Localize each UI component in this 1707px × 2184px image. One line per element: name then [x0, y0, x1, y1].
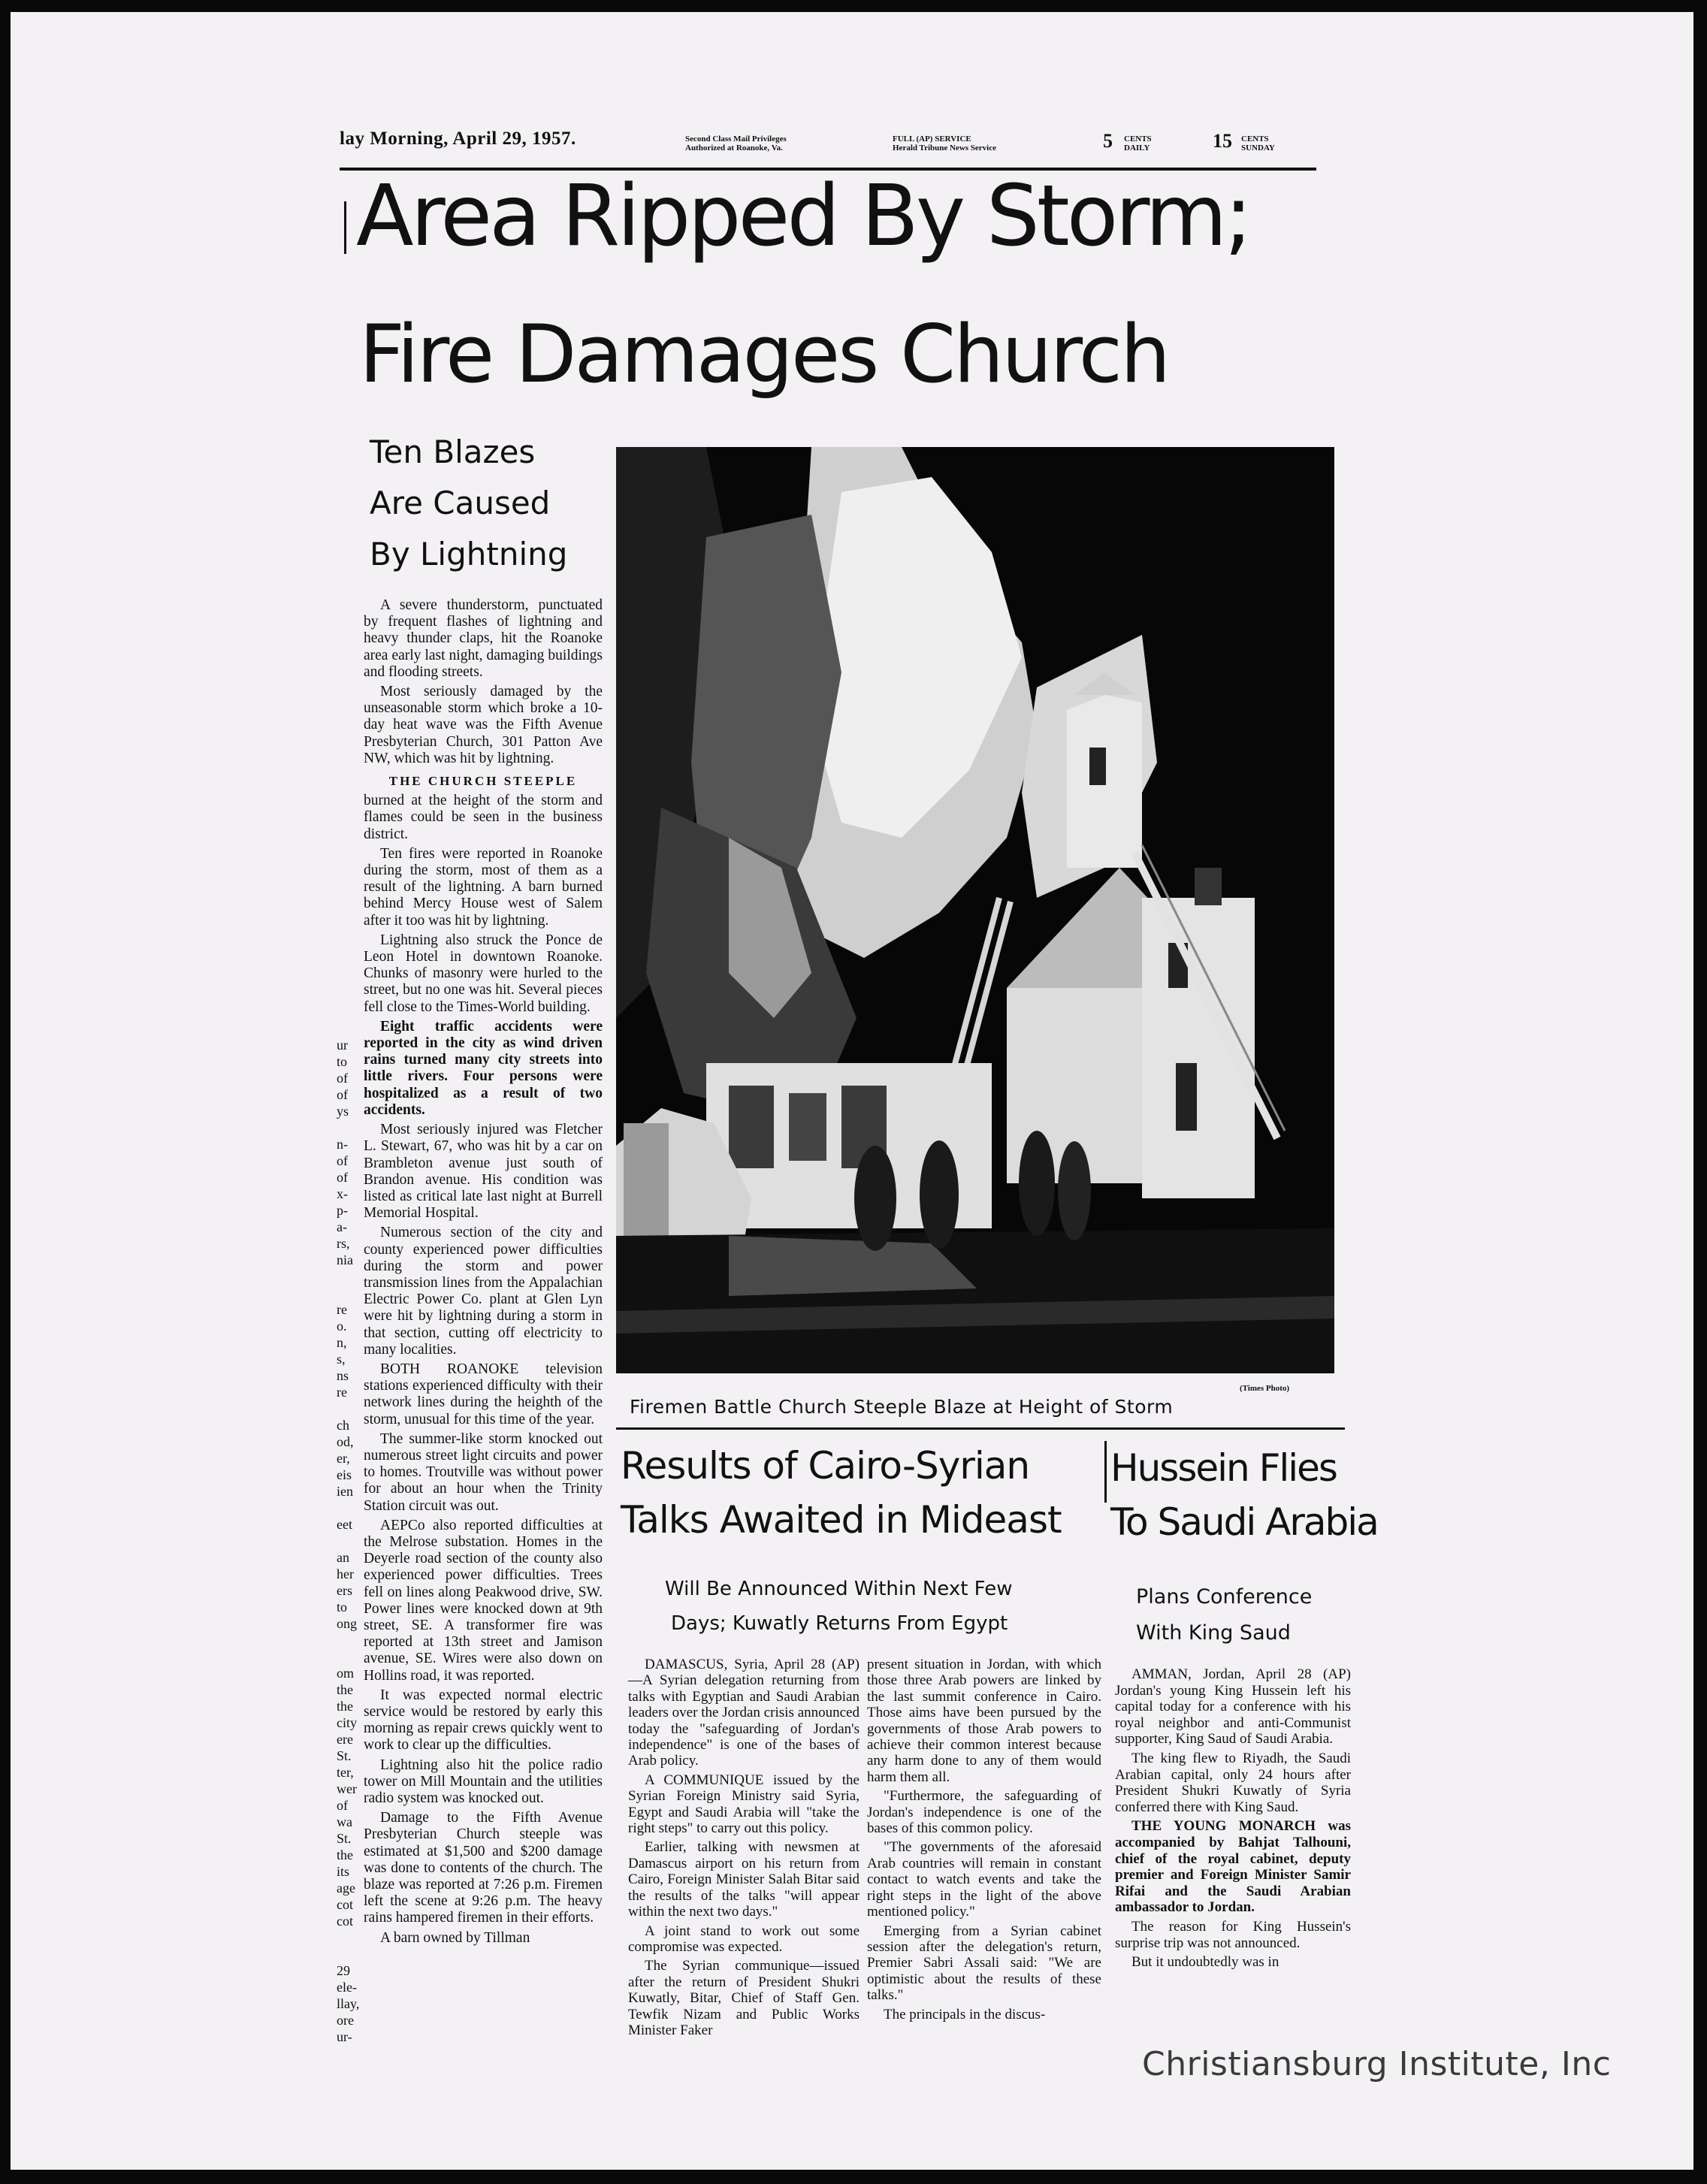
column-fragment: od, — [337, 1434, 354, 1449]
column-fragment: of — [337, 1153, 348, 1168]
column-fragment: eis — [337, 1467, 352, 1482]
hussein-deck: Plans Conference With King Saud — [1136, 1585, 1313, 1645]
storm-paragraph: Lightning also struck the Ponce de Leon Hotel in downtown Roanoke. Chunks of masonry were hurled to the street, but no one was hit. Several pieces fell close to the Times-World building. — [364, 932, 603, 1015]
daily-price-unit: CENTS DAILY — [1124, 134, 1152, 153]
column-fragment — [337, 1500, 362, 1516]
column-fragment: ong — [337, 1616, 357, 1631]
main-headline-line2: Fire Damages Church — [359, 308, 1169, 400]
hussein-paragraph: But it undoubtedly was in — [1131, 1954, 1279, 1971]
column-fragment: eet — [337, 1517, 352, 1532]
column-fragment: age — [337, 1880, 355, 1896]
column-fragment: the — [337, 1682, 353, 1697]
hussein-paragraph: The reason for King Hussein's surprise trip was not announced. — [1115, 1918, 1351, 1951]
column-fragment — [337, 1632, 362, 1648]
storm-subhead: THE CHURCH STEEPLE — [388, 774, 578, 789]
cairo-paragraph: Emerging from a Syrian cabinet session after the delegation's return, Premier Sabri Assali said: "We are optimistic about the results of these talks." — [867, 1923, 1101, 2004]
column-fragment: p- — [337, 1203, 348, 1218]
hussein-article-column — [1115, 1666, 1351, 1974]
column-fragment: nia — [337, 1252, 353, 1267]
postal-notice: Second Class Mail Privileges Authorized at Roanoke, Va. — [685, 134, 787, 153]
cairo-article-column-2 — [867, 1657, 1101, 2025]
cairo-headline: Results of Cairo-Syrian Talks Awaited in Mideast — [621, 1444, 1062, 1542]
column-fragment: ers — [337, 1583, 352, 1598]
storm-article-column — [364, 597, 603, 1950]
storm-paragraph: BOTH ROANOKE television stations experienced difficulty with their network lines during the heighth of the storm, unusual for this time of the year. — [364, 1361, 603, 1427]
section-rule — [616, 1427, 1345, 1430]
column-fragment: to — [337, 1599, 348, 1615]
storm-paragraph: burned at the height of the storm and flames could be seen in the business district. — [364, 793, 603, 842]
column-fragment: to — [337, 1054, 348, 1069]
church-fire-photo — [616, 447, 1334, 1373]
headline-rule — [344, 201, 346, 254]
column-fragment: ns — [337, 1368, 349, 1383]
adjacent-column-fragments — [337, 1037, 362, 2045]
column-fragment: 29 — [337, 1963, 350, 1978]
storm-paragraph: Most seriously injured was Fletcher L. Stewart, 67, who was hit by a car on Brambleton avenue just south of Brandon avenue. His condition was listed as critical late last night at Burrell Memorial Hospital. — [364, 1122, 603, 1222]
column-fragment — [337, 1285, 362, 1301]
photo-caption: Firemen Battle Church Steeple Blaze at Height of Storm — [630, 1396, 1174, 1418]
cairo-paragraph: "Furthermore, the safeguarding of Jordan's independence is one of the bases of this common policy. — [867, 1788, 1101, 1837]
cairo-paragraph: Earlier, talking with newsmen at Damascus airport on his return from Cairo, Foreign Minister Salah Bitar said the results of the talks "will appear within the next two days." — [628, 1839, 860, 1920]
column-fragment — [337, 1119, 362, 1136]
column-fragment: ur — [337, 1038, 348, 1053]
storm-paragraph: Ten fires were reported in Roanoke during the storm, most of them as a result of the lightning. A barn burned behind Mercy House west of Salem after it too was hit by lightning. — [364, 845, 603, 929]
column-fragment: city — [337, 1715, 357, 1730]
column-fragment: o. — [337, 1319, 347, 1334]
storm-paragraph: It was expected normal electric service would be restored by early this morning as repair crews quickly went to work to clear up the difficulties. — [364, 1687, 603, 1754]
cairo-article-column-1 — [628, 1657, 860, 2041]
column-fragment: llay, — [337, 1996, 360, 2011]
column-fragment: ch — [337, 1418, 349, 1433]
column-fragment: ele- — [337, 1980, 357, 1995]
cairo-paragraph: A COMMUNIQUE issued by the Syrian Foreign Ministry said Syria, Egypt and Saudi Arabia will "take the right steps" to carry out this policy. — [628, 1772, 860, 1837]
column-fragment: s, — [337, 1352, 346, 1367]
storm-paragraph: A barn owned by Tillman — [380, 1929, 530, 1946]
column-fragment: ter, — [337, 1765, 354, 1780]
storm-paragraph: Damage to the Fifth Avenue Presbyterian Church steeple was estimated at $1,500 and $200 damage was done to contents of the church. The blaze was reported at 7:26 p.m. Firemen left the scene at 9:26 p.m. The heavy rains hampered firemen in their efforts. — [364, 1810, 603, 1926]
cairo-paragraph: A joint stand to work out some compromise was expected. — [628, 1923, 860, 1955]
column-fragment: wa — [337, 1814, 352, 1829]
column-fragment: ur- — [337, 2029, 352, 2044]
storm-paragraph: Most seriously damaged by the unseasonable storm which broke a 10-day heat wave was the Fifth Avenue Presbyterian Church, 301 Patton Ave NW, which was hit by lightning. — [364, 684, 603, 766]
column-fragment: rs, — [337, 1236, 350, 1251]
column-fragment: ere — [337, 1732, 353, 1747]
column-fragment: of — [337, 1071, 348, 1086]
column-fragment — [337, 1400, 362, 1417]
column-fragment: the — [337, 1847, 353, 1862]
column-fragment: wer — [337, 1781, 357, 1796]
hussein-paragraph: The king flew to Riyadh, the Saudi Arabian capital, only 24 hours after President Shukri Kuwatly of Syria conferred there with King Saud. — [1115, 1750, 1351, 1815]
column-fragment: an — [337, 1550, 349, 1565]
cairo-paragraph: The Syrian communique—issued after the return of President Shukri Kuwatly, Bitar, Chief of Staff Gen. Tewfik Nizam and Public Works Minister Faker — [628, 1958, 860, 2038]
storm-paragraph: Numerous section of the city and county experienced power difficulties during the storm and power transmission lines from the Appalachian Electric Power Co. plant at Glen Lyn were hit by lightning during a storm in that section, cutting off electricity to many localities. — [364, 1225, 603, 1358]
column-fragment: a- — [337, 1219, 347, 1234]
column-fragment — [337, 1533, 362, 1549]
hussein-paragraph: AMMAN, Jordan, April 28 (AP) Jordan's young King Hussein left his capital today for a conference with his royal neighbor and anti-Communist supporter, King Saud of Saudi Arabia. — [1115, 1666, 1351, 1748]
cairo-paragraph: DAMASCUS, Syria, April 28 (AP)—A Syrian delegation returning from talks with Egyptian and Saudi Arabian leaders over the Jordan crisis announced today the "safeguarding of Jordan's independence" is one of the bases of Arab policy. — [628, 1657, 860, 1769]
storm-paragraph: The summer-like storm knocked out numerous street light circuits and power to homes. Troutville was without power for about an hour when the Trinity Station circuit was out. — [364, 1430, 603, 1514]
column-fragment: its — [337, 1864, 350, 1879]
column-fragment — [337, 1268, 362, 1285]
column-fragment: re — [337, 1385, 347, 1400]
hussein-headline-rule — [1104, 1441, 1107, 1503]
hussein-headline: Hussein Flies To Saudi Arabia — [1110, 1446, 1378, 1544]
column-fragment: St. — [337, 1748, 352, 1763]
sunday-price-unit: CENTS SUNDAY — [1241, 134, 1275, 153]
masthead — [340, 124, 1316, 171]
wire-service-notice: FULL (AP) SERVICE Herald Tribune News Service — [893, 134, 996, 153]
column-fragment: er, — [337, 1451, 350, 1466]
column-fragment: of — [337, 1170, 348, 1185]
column-fragment — [337, 1648, 362, 1665]
column-fragment: n- — [337, 1137, 348, 1152]
column-fragment: re — [337, 1302, 347, 1317]
cairo-deck: Will Be Announced Within Next Few Days; Kuwatly Returns From Egypt — [665, 1578, 1013, 1635]
cairo-paragraph: "The governments of the aforesaid Arab countries will remain in constant contact to watch events and take the right steps in the light of the above mentioned policy." — [867, 1839, 1101, 1920]
column-fragment: n, — [337, 1335, 347, 1350]
column-fragment: of — [337, 1798, 348, 1813]
column-fragment: of — [337, 1087, 348, 1102]
storm-deck-headline: Ten Blazes Are Caused By Lightning — [370, 433, 568, 572]
column-fragment: om — [337, 1666, 355, 1681]
storm-paragraph: AEPCo also reported difficulties at the Melrose substation. Homes in the Deyerle road section of the county also experienced power difficulties. Trees fell on lines along Peakwood drive, SW. Power lines were knocked down at 9th street, SE. A transformer fire was reported at 13th street and Jamison avenue, SE. Wires were also down on Hollins road, it was reported. — [364, 1517, 603, 1684]
sunday-price: 15 — [1213, 130, 1232, 152]
column-fragment: ien — [337, 1484, 353, 1499]
column-fragment: her — [337, 1566, 354, 1581]
column-fragment — [337, 1946, 362, 1962]
column-fragment: the — [337, 1699, 353, 1714]
column-fragment: cot — [337, 1914, 353, 1929]
column-fragment: cot — [337, 1897, 353, 1912]
storm-paragraph: A severe thunderstorm, punctuated by frequent flashes of lightning and heavy thunder claps, hit the Roanoke area early last night, damaging buildings and flooding streets. — [364, 597, 603, 680]
photo-credit: (Times Photo) — [1240, 1384, 1290, 1393]
cairo-paragraph: present situation in Jordan, with which those three Arab powers are linked by the last summit conference in Cairo. Those aims have been pursued by the governments of those Arab powers to achieve their common interest because any harm done to any of them would harm them all. — [867, 1657, 1101, 1785]
column-fragment — [337, 1929, 362, 1946]
column-fragment: St. — [337, 1831, 352, 1846]
daily-price: 5 — [1103, 130, 1113, 152]
column-fragment: ore — [337, 2013, 354, 2028]
main-headline-line1: Area Ripped By Storm; — [340, 171, 1331, 261]
storm-paragraph: Eight traffic accidents were reported in the city as wind driven rains turned many city streets into little rivers. Four persons were hospitalized as a result of two accidents. — [364, 1018, 603, 1118]
watermark-text: Christiansburg Institute, Inc — [1142, 2045, 1612, 2083]
masthead-date: lay Morning, April 29, 1957. — [340, 128, 576, 149]
column-fragment: x- — [337, 1186, 348, 1201]
hussein-paragraph: THE YOUNG MONARCH was accompanied by Bahjat Talhouni, chief of the royal cabinet, deputy premier and Foreign Minister Samir Rifai and the Saudi Arabian ambassador to Jordan. — [1115, 1818, 1351, 1916]
cairo-paragraph: The principals in the discus- — [884, 2006, 1046, 2022]
storm-paragraph: Lightning also hit the police radio tower on Mill Mountain and the utilities radio system was knocked out. — [364, 1757, 603, 1807]
column-fragment: ys — [337, 1104, 349, 1119]
